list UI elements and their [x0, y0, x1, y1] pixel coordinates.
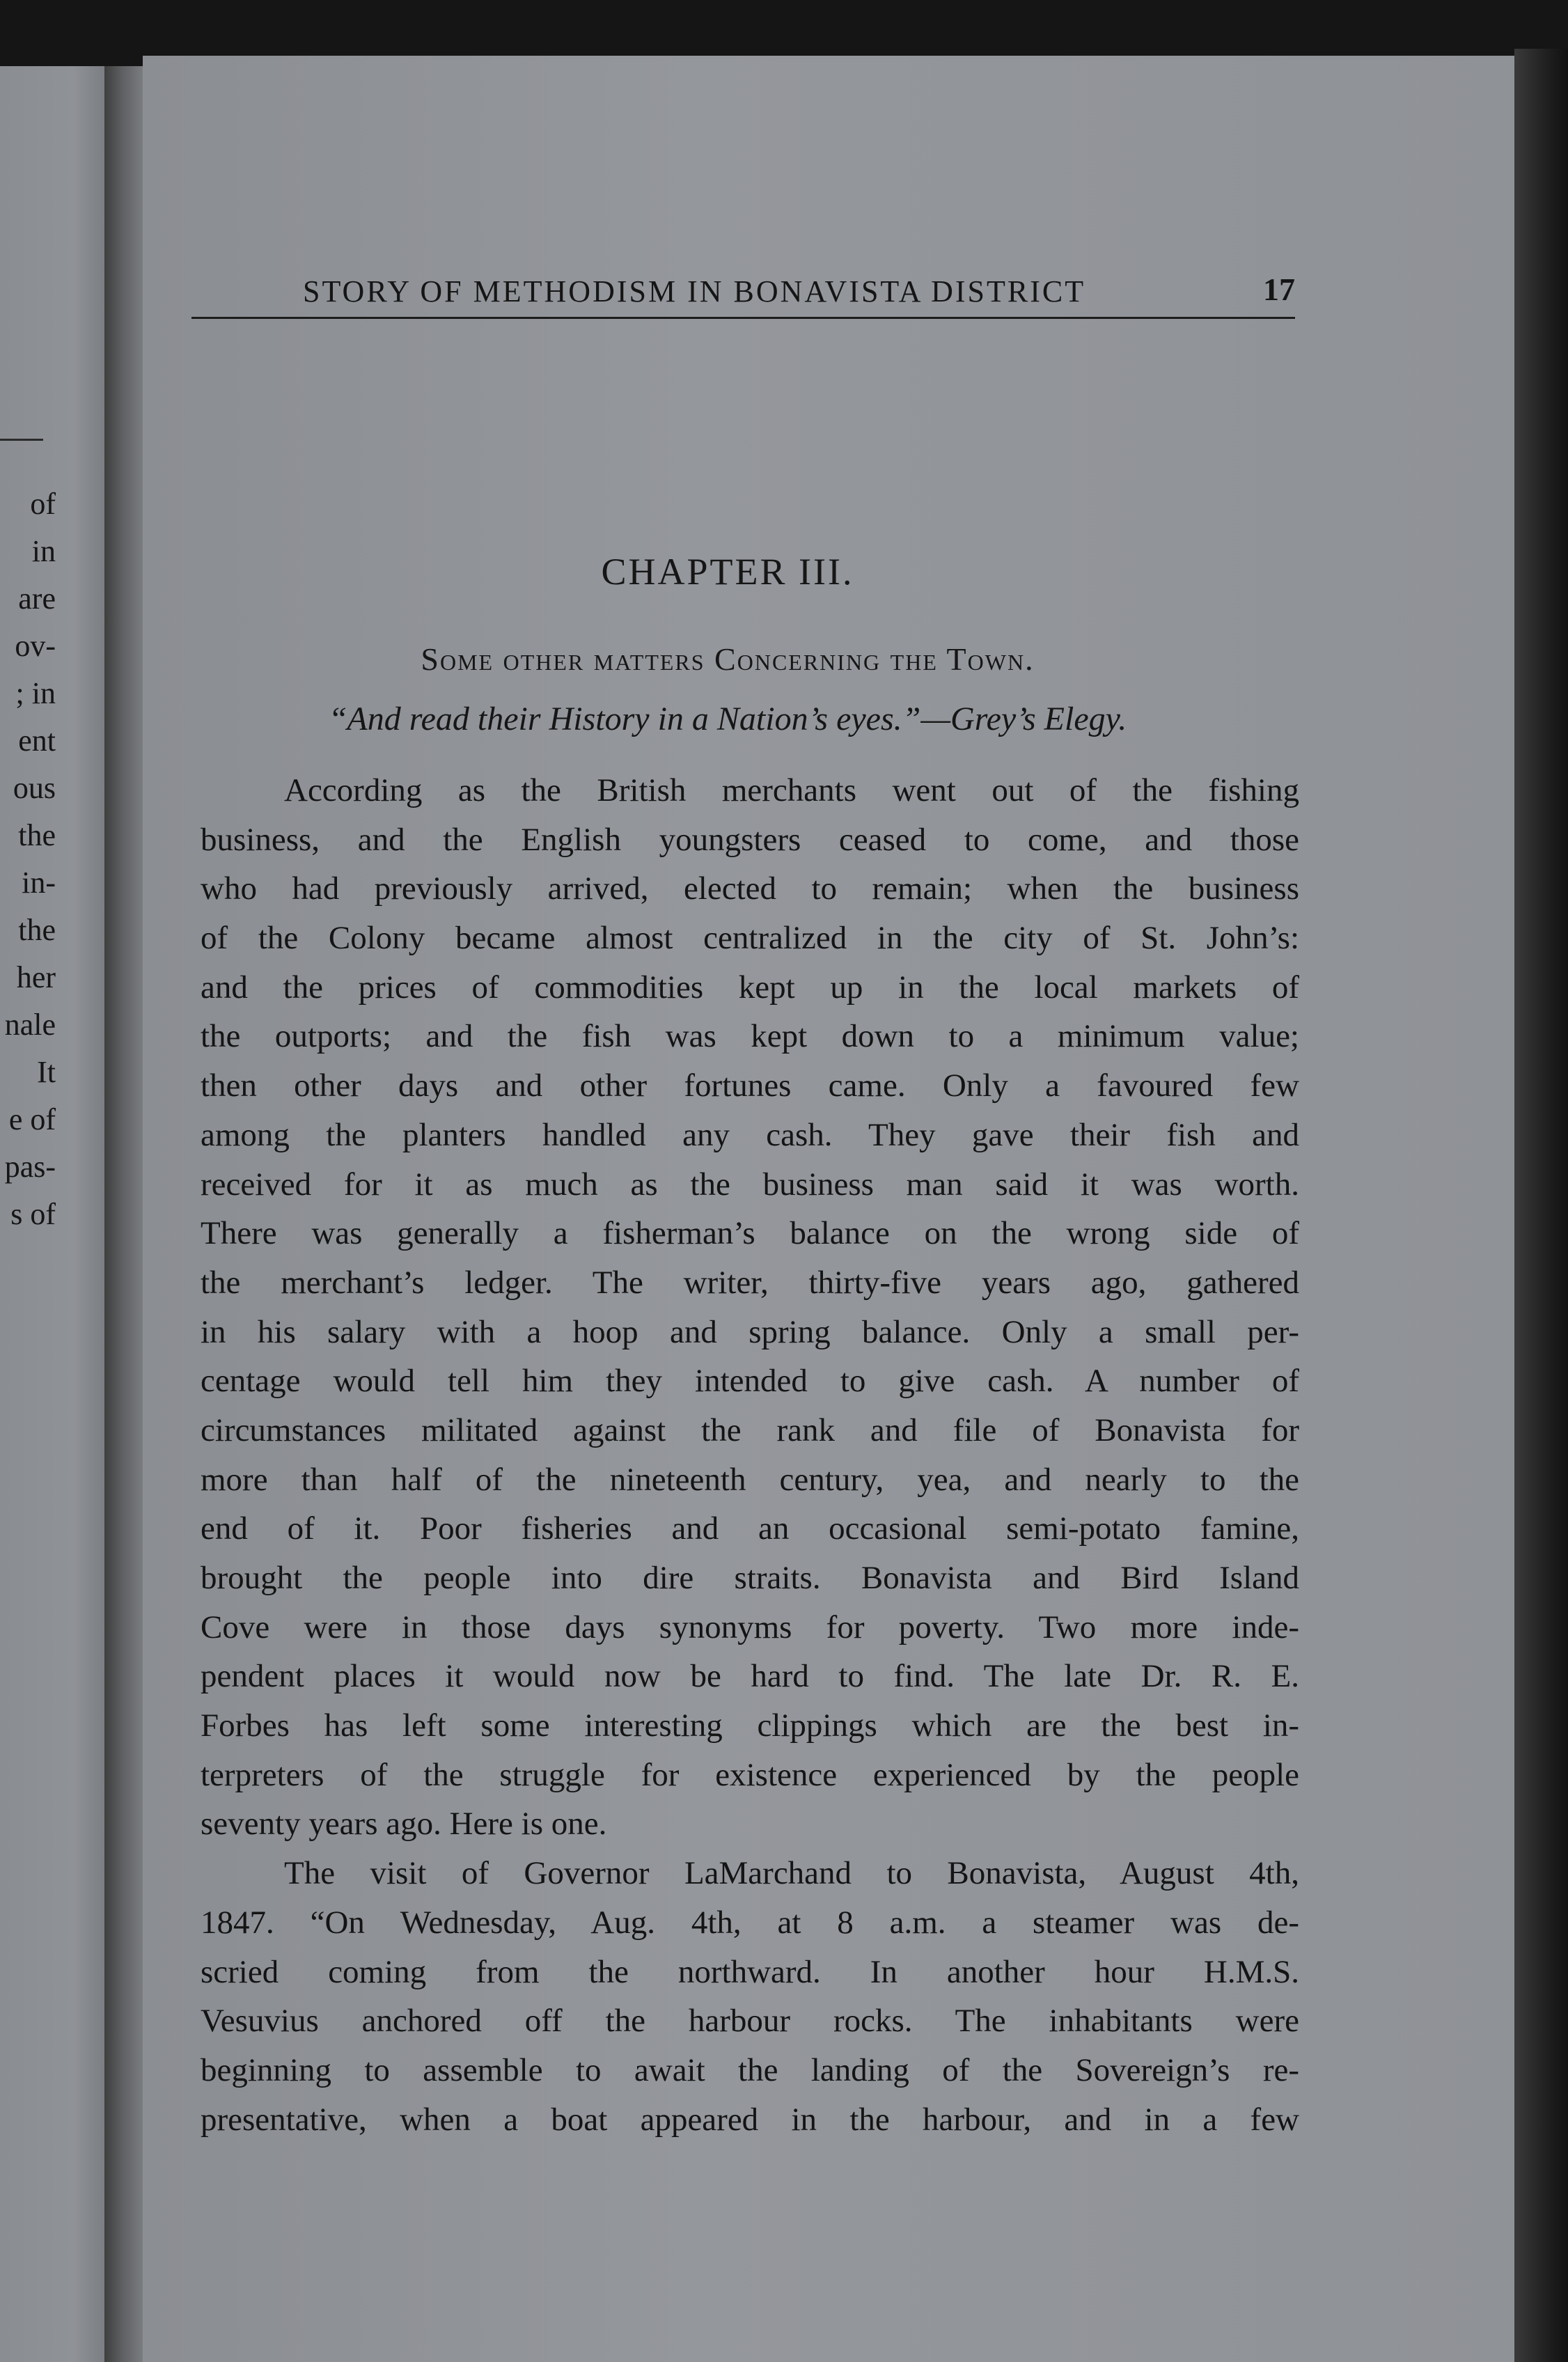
facing-page-fragment: the — [18, 818, 56, 852]
paragraph-line: seventy years ago. Here is one. — [201, 1806, 607, 1843]
facing-page-fragment: the — [18, 913, 56, 947]
facing-page-fragment: are — [18, 581, 56, 616]
facing-page-fragment: in- — [22, 866, 56, 900]
paragraph-line: Cove were in those days synonyms for poverty. Two more inde- — [201, 1609, 1299, 1645]
paragraph-line: and the prices of commodities kept up in the local markets of — [201, 969, 1299, 1006]
paragraph-line: the outports; and the fish was kept down to a minimum value; — [201, 1018, 1299, 1055]
facing-page-fragment: ent — [18, 724, 56, 758]
facing-page-fragment: ; in — [15, 676, 56, 710]
page-number: 17 — [1263, 272, 1295, 307]
paragraph-line: Vesuvius anchored off the harbour rocks. The inhabitants were — [201, 2003, 1299, 2040]
paragraph-line: brought the people into dire straits. Bonavista and Bird Island — [201, 1560, 1299, 1596]
paragraph-line: business, and the English youngsters ceased to come, and those — [201, 821, 1299, 858]
header-rule — [191, 317, 1295, 319]
facing-page-fragment: s of — [10, 1197, 56, 1231]
chapter-epigraph: “And read their History in a Nation’s eyes.”—Grey’s Elegy. — [328, 701, 1127, 737]
facing-page-rule — [0, 439, 43, 441]
paragraph-line: According as the British merchants went out of the fishing — [284, 772, 1299, 808]
paragraph-line: pendent places it would now be hard to find. The late Dr. R. E. — [201, 1658, 1299, 1695]
paragraph-line: among the planters handled any cash. They gave their fish and — [201, 1116, 1299, 1153]
book-gutter — [104, 66, 143, 2362]
running-title: STORY OF METHODISM IN BONAVISTA DISTRICT — [303, 274, 1086, 308]
paragraph-line: the merchant’s ledger. The writer, thirty-five years ago, gathered — [201, 1264, 1299, 1301]
paragraph-line: received for it as much as the business man said it was worth. — [201, 1166, 1299, 1203]
paragraph-line: of the Colony became almost centralized in the city of St. John’s: — [201, 920, 1299, 957]
paragraph-line: centage would tell him they intended to give cash. A number of — [201, 1363, 1299, 1400]
paragraph-line: presentative, when a boat appeared in the harbour, and in a few — [201, 2101, 1299, 2138]
facing-page-fragment: ous — [13, 771, 56, 805]
page-edge — [1514, 49, 1568, 2362]
facing-page-fragment: of — [30, 487, 56, 521]
paragraph-line: terpreters of the struggle for existence experienced by the people — [201, 1756, 1299, 1793]
body-text — [201, 766, 1299, 2144]
paragraph-line: more than half of the nineteenth century, yea, and nearly to the — [201, 1461, 1299, 1498]
paragraph-line: Forbes has left some interesting clippings which are the best in- — [201, 1707, 1299, 1744]
facing-page-fragment: e of — [8, 1102, 56, 1136]
running-header — [160, 268, 1295, 324]
paragraph-line: circumstances militated against the rank and file of Bonavista for — [201, 1411, 1299, 1448]
facing-page-fragment: ov- — [15, 629, 56, 663]
facing-page-fragment: her — [16, 960, 56, 994]
chapter-subtitle: Some other matters Concerning the Town. — [421, 641, 1035, 677]
paragraph-line: scried coming from the northward. In another hour H.M.S. — [201, 1953, 1299, 1990]
facing-page-fragment: nale — [4, 1008, 56, 1042]
paragraph-line: end of it. Poor fisheries and an occasional semi-potato famine, — [201, 1510, 1299, 1547]
paragraph-line: beginning to assemble to await the landing of the Sovereign’s re- — [201, 2051, 1299, 2088]
paragraph-line: in his salary with a hoop and spring balance. Only a small per- — [201, 1313, 1299, 1350]
facing-page-text — [0, 480, 56, 1238]
facing-page-fragment: It — [37, 1055, 56, 1089]
paragraph-line: The visit of Governor LaMarchand to Bonavista, August 4th, — [284, 1855, 1299, 1892]
facing-page — [0, 66, 104, 2362]
paragraph-line: There was generally a fisherman’s balance on the wrong side of — [201, 1215, 1299, 1252]
paragraph-line: 1847. “On Wednesday, Aug. 4th, at 8 a.m. a steamer was de- — [201, 1904, 1299, 1941]
paragraph-line: who had previously arrived, elected to remain; when the business — [201, 870, 1299, 907]
facing-page-fragment: in — [31, 534, 56, 568]
facing-page-fragment: pas- — [4, 1150, 56, 1184]
chapter-title: CHAPTER III. — [601, 551, 854, 593]
paragraph-line: then other days and other fortunes came. Only a favoured few — [201, 1067, 1299, 1104]
